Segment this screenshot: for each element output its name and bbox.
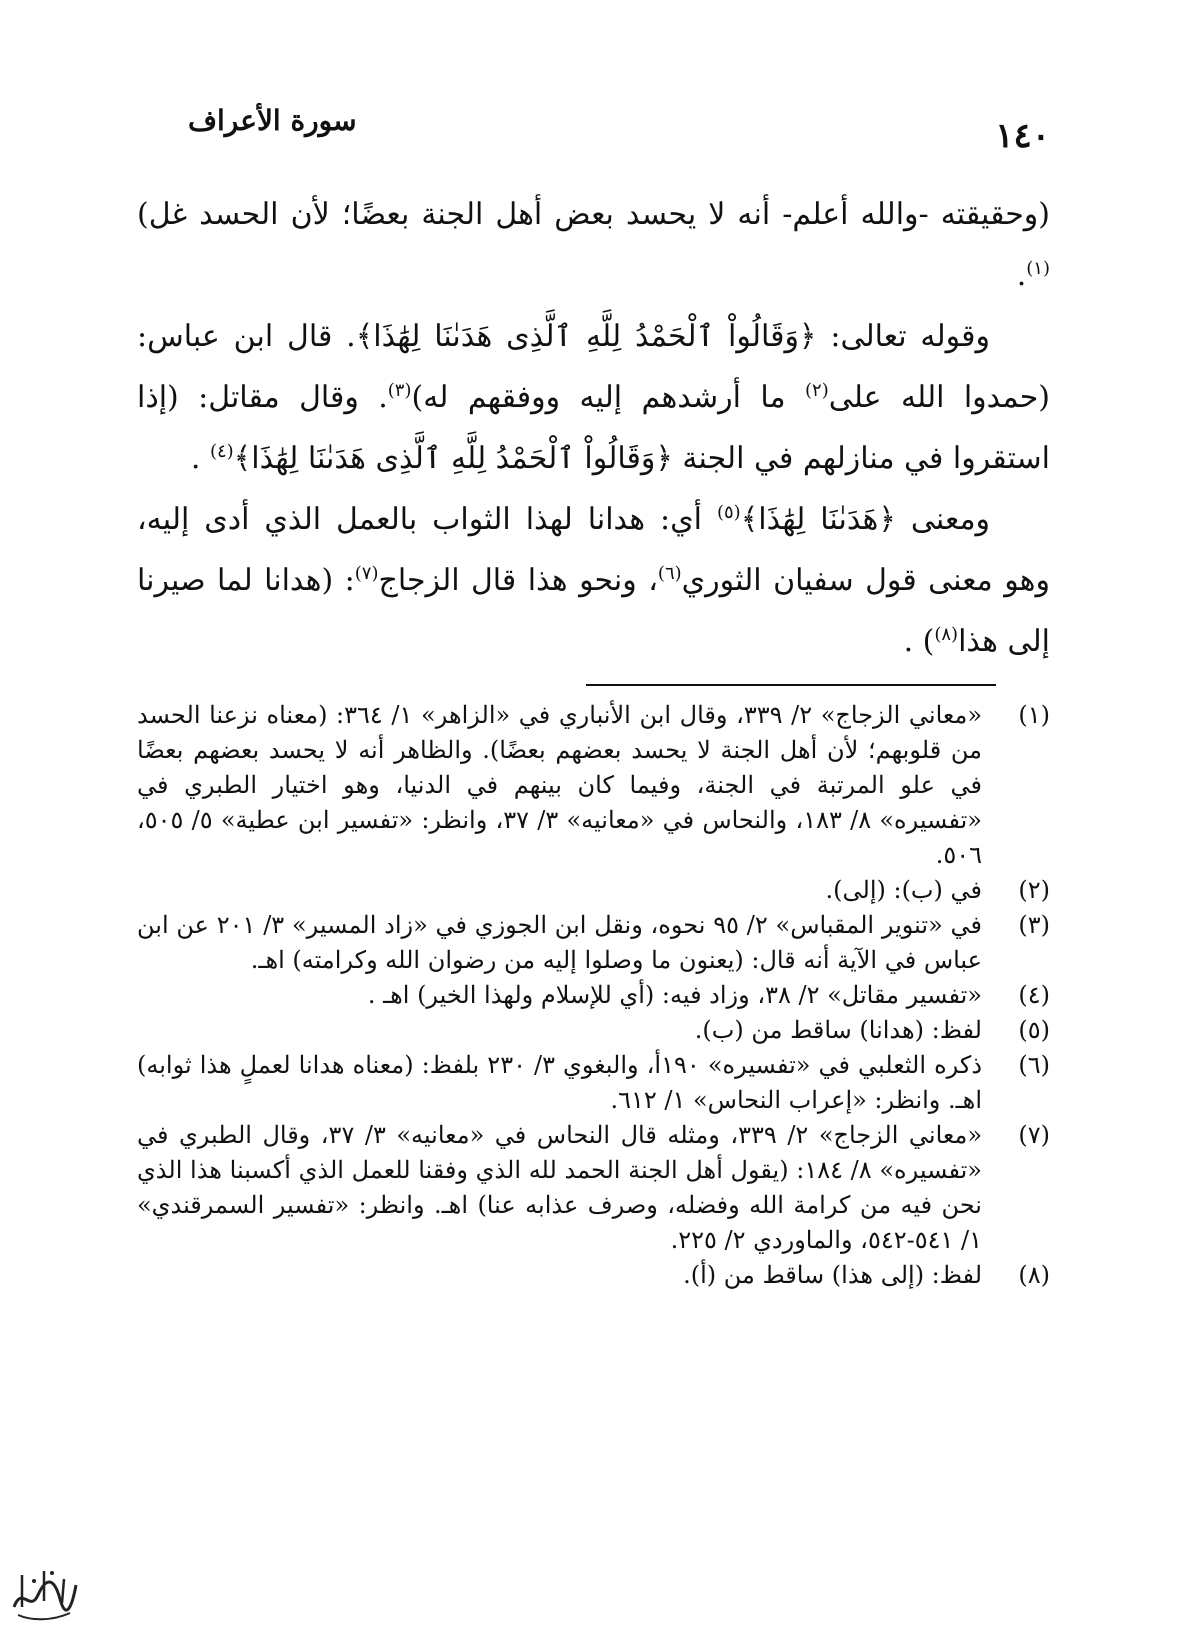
quran-verse: ﴿وَقَالُواْ ٱلْحَمْدُ لِلَّهِ ٱلَّذِى هَدَىٰنَا لِهَٰذَا﴾ xyxy=(355,319,817,354)
text-span: أي: هدانا لهذا الثواب بالعمل الذي أدى إليه، وهو معنى قول سفيان الثوري xyxy=(137,502,1050,598)
footnote-text: ذكره الثعلبي في «تفسيره» ١٩٠أ، والبغوي ٣/ ٢٣٠ بلفظ: (معناه هدانا لعملٍ هذا ثوابه) اهـ. وانظر: «إعراب النحاس» ١/ ٦١٢. xyxy=(137,1051,983,1114)
text-span: . قال ابن عباس: (حمدوا الله على xyxy=(137,319,1050,415)
footnote-item xyxy=(137,1013,1050,1048)
quran-verse: ﴿هَدَىٰنَا لِهَٰذَا﴾ xyxy=(740,502,896,537)
text-span: . xyxy=(1016,258,1027,293)
text-span: . xyxy=(190,441,210,476)
footnote-text: في (ب): (إلى). xyxy=(825,876,982,904)
footnote-item xyxy=(137,908,1050,978)
text-span: : (هدانا لما صيرنا إلى هذا xyxy=(137,563,1050,659)
footnote-number: (٦) xyxy=(1018,1051,1050,1079)
publisher-calligraphy-logo-icon xyxy=(8,1555,80,1627)
footnote-text: لفظ: (هدانا) ساقط من (ب). xyxy=(694,1016,982,1044)
footnotes xyxy=(137,698,1050,1293)
footnote-text: لفظ: (إلى هذا) ساقط من (أ). xyxy=(683,1261,982,1289)
surah-name: سورة الأعراف xyxy=(188,104,357,137)
footnote-ref: (٥) xyxy=(716,502,741,523)
text-span: وقوله تعالى: xyxy=(816,319,990,354)
footnote-ref: (٧) xyxy=(354,563,379,584)
quran-verse: ﴿وَقَالُواْ ٱلْحَمْدُ لِلَّهِ ٱلَّذِى هَدَىٰنَا لِهَٰذَا﴾ xyxy=(233,441,673,476)
footnote-number: (٥) xyxy=(1018,1016,1050,1044)
footnote-item xyxy=(137,873,1050,908)
footnote-separator xyxy=(586,684,996,686)
text-span: ومعنى xyxy=(895,502,991,537)
footnote-text: «تفسير مقاتل» ٢/ ٣٨، وزاد فيه: (أي للإسلام ولهذا الخير) اهـ . xyxy=(367,981,982,1009)
footnote-ref: (٤) xyxy=(209,441,234,462)
footnote-item xyxy=(137,978,1050,1013)
main-text xyxy=(137,184,1050,672)
footnote-text: «معاني الزجاج» ٢/ ٣٣٩، ومثله قال النحاس في «معانيه» ٣/ ٣٧، وقال الطبري في «تفسيره» ٨/ ١٨٤: (يقول أهل الجنة الحمد لله الذي وفقنا للعمل الذي أكسبنا هذا الذي نحن فيه من كرامة الله وفضله، وصرف عذابه عنا) اهـ. وانظر: «تفسير السمرقندي» ١/ ٥٤١-٥٤٢، والماوردي ٢/ ٢٢٥. xyxy=(137,1121,982,1254)
footnote-text: «معاني الزجاج» ٢/ ٣٣٩، وقال ابن الأنباري في «الزاهر» ١/ ٣٦٤: (معناه نزعنا الحسد من قلوبهم؛ لأن أهل الجنة لا يحسد بعضهم بعضًا). والظاهر أنه لا يحسد بعضهم بعضًا في علو المرتبة في الجنة، وفيما كان بينهم في الدنيا، وهو اختيار الطبري في «تفسيره» ٨/ ١٨٣، والنحاس في «معانيه» ٣/ ٣٧، وانظر: «تفسير ابن عطية» ٥/ ٥٠٥، ٥٠٦. xyxy=(137,701,983,869)
text-span: (وحقيقته -والله أعلم- أنه لا يحسد بعض أهل الجنة بعضًا؛ لأن الحسد غل) xyxy=(137,197,1050,232)
footnote-item xyxy=(137,1118,1050,1258)
footnote-ref: (٣) xyxy=(387,380,412,401)
text-span: ) . xyxy=(903,624,935,659)
footnote-number: (١) xyxy=(1018,701,1050,729)
page-header xyxy=(160,104,1050,164)
paragraph-3 xyxy=(137,489,1050,672)
footnote-item xyxy=(137,1258,1050,1293)
text-span: ، ونحو هذا قال الزجاج xyxy=(378,563,658,598)
footnote-number: (٨) xyxy=(1018,1261,1050,1289)
footnote-number: (٣) xyxy=(1018,911,1050,939)
page-number: ١٤٠ xyxy=(995,116,1050,156)
footnote-text: في «تنوير المقباس» ٢/ ٩٥ نحوه، ونقل ابن الجوزي في «زاد المسير» ٣/ ٢٠١ عن ابن عباس في الآية أنه قال: (يعنون ما وصلوا إليه من رضوان الله وكرامته) اهـ. xyxy=(137,911,982,974)
footnote-ref: (٨) xyxy=(934,624,959,645)
footnote-number: (٧) xyxy=(1018,1121,1050,1149)
paragraph-2 xyxy=(137,306,1050,489)
paragraph-1 xyxy=(137,184,1050,306)
footnote-number: (٤) xyxy=(1018,981,1050,1009)
footnote-number: (٢) xyxy=(1018,876,1050,904)
footnote-item xyxy=(137,698,1050,873)
footnote-ref: (١) xyxy=(1026,258,1050,279)
footnote-ref: (٦) xyxy=(657,563,682,584)
footnote-ref: (٢) xyxy=(804,380,829,401)
text-span: ما أرشدهم إليه ووفقهم له) xyxy=(411,380,805,415)
footnote-item xyxy=(137,1048,1050,1118)
text-span: . وقال مقاتل: (إذا استقروا في منازلهم في الجنة xyxy=(137,380,1050,476)
